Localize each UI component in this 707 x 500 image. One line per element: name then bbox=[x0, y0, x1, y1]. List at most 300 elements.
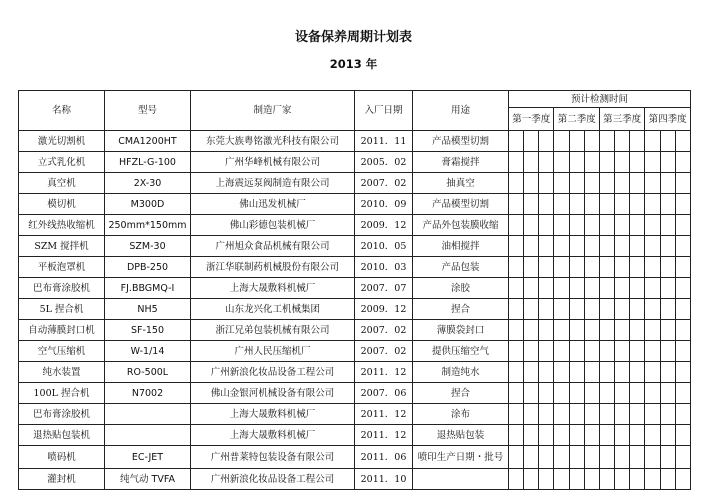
cell-maker: 上海大晟敷料机械厂 bbox=[191, 278, 355, 299]
schedule-cell bbox=[509, 131, 524, 152]
cell-model: M300D bbox=[105, 194, 191, 215]
schedule-cell bbox=[675, 362, 690, 383]
cell-maker: 广州新浪化妆品设备工程公司 bbox=[191, 362, 355, 383]
schedule-cell bbox=[660, 236, 675, 257]
schedule-cell bbox=[615, 446, 630, 469]
schedule-cell bbox=[584, 152, 599, 173]
schedule-cell bbox=[615, 194, 630, 215]
schedule-cell bbox=[524, 299, 539, 320]
cell-name: 纯水装置 bbox=[19, 362, 105, 383]
schedule-cell bbox=[554, 362, 569, 383]
schedule-cell bbox=[615, 362, 630, 383]
schedule-cell bbox=[539, 173, 554, 194]
schedule-cell bbox=[615, 278, 630, 299]
schedule-cell bbox=[554, 131, 569, 152]
col-header-model: 型号 bbox=[105, 91, 191, 131]
cell-date: 2007．02 bbox=[355, 320, 413, 341]
schedule-cell bbox=[524, 383, 539, 404]
schedule-cell bbox=[539, 131, 554, 152]
cell-maker: 上海大晟敷料机械厂 bbox=[191, 425, 355, 446]
cell-model: SZM-30 bbox=[105, 236, 191, 257]
schedule-cell bbox=[554, 299, 569, 320]
schedule-cell bbox=[675, 278, 690, 299]
schedule-cell bbox=[524, 131, 539, 152]
cell-name: 红外线热收缩机 bbox=[19, 215, 105, 236]
schedule-cell bbox=[630, 215, 645, 236]
cell-date: 2009．12 bbox=[355, 299, 413, 320]
cell-date: 2011．12 bbox=[355, 362, 413, 383]
schedule-cell bbox=[615, 383, 630, 404]
cell-date: 2010．05 bbox=[355, 236, 413, 257]
schedule-cell bbox=[509, 425, 524, 446]
schedule-cell bbox=[509, 257, 524, 278]
cell-usage: 涂胶 bbox=[413, 278, 509, 299]
cell-name: 巴布膏涂胶机 bbox=[19, 404, 105, 425]
table-row bbox=[19, 446, 691, 469]
schedule-cell bbox=[630, 257, 645, 278]
cell-model: SF-150 bbox=[105, 320, 191, 341]
schedule-cell bbox=[569, 320, 584, 341]
table-row bbox=[19, 425, 691, 446]
schedule-cell bbox=[660, 194, 675, 215]
table-row bbox=[19, 341, 691, 362]
schedule-cell bbox=[584, 236, 599, 257]
schedule-cell bbox=[569, 152, 584, 173]
schedule-cell bbox=[645, 320, 660, 341]
schedule-cell bbox=[539, 194, 554, 215]
cell-maker: 佛山迅发机械厂 bbox=[191, 194, 355, 215]
schedule-cell bbox=[630, 152, 645, 173]
schedule-cell bbox=[509, 236, 524, 257]
cell-model: 250mm*150mm bbox=[105, 215, 191, 236]
schedule-cell bbox=[509, 341, 524, 362]
schedule-cell bbox=[599, 383, 614, 404]
schedule-cell bbox=[675, 257, 690, 278]
schedule-cell bbox=[524, 278, 539, 299]
cell-usage: 制造纯水 bbox=[413, 362, 509, 383]
cell-usage: 捏合 bbox=[413, 383, 509, 404]
schedule-cell bbox=[615, 152, 630, 173]
schedule-cell bbox=[645, 152, 660, 173]
schedule-cell bbox=[524, 469, 539, 490]
cell-date: 2009．12 bbox=[355, 215, 413, 236]
col-header-name: 名称 bbox=[19, 91, 105, 131]
schedule-cell bbox=[509, 299, 524, 320]
schedule-cell bbox=[645, 278, 660, 299]
schedule-cell bbox=[569, 236, 584, 257]
schedule-cell bbox=[554, 236, 569, 257]
table-row bbox=[19, 362, 691, 383]
schedule-cell bbox=[675, 215, 690, 236]
col-header-maker: 制造厂家 bbox=[191, 91, 355, 131]
col-header-date: 入厂日期 bbox=[355, 91, 413, 131]
schedule-cell bbox=[645, 131, 660, 152]
table-row bbox=[19, 131, 691, 152]
header-row bbox=[19, 91, 691, 108]
cell-name: 模切机 bbox=[19, 194, 105, 215]
cell-name: 灌封机 bbox=[19, 469, 105, 490]
cell-usage: 捏合 bbox=[413, 299, 509, 320]
schedule-cell bbox=[524, 362, 539, 383]
cell-maker: 浙江兄弟包装机械有限公司 bbox=[191, 320, 355, 341]
cell-maker: 广州华峰机械有限公司 bbox=[191, 152, 355, 173]
schedule-cell bbox=[524, 404, 539, 425]
col-header-plan: 预计检测时间 bbox=[509, 91, 691, 108]
schedule-cell bbox=[660, 383, 675, 404]
schedule-cell bbox=[630, 446, 645, 469]
schedule-cell bbox=[660, 425, 675, 446]
schedule-cell bbox=[615, 299, 630, 320]
cell-maker: 广州普莱特包装设备有限公司 bbox=[191, 446, 355, 469]
schedule-cell bbox=[539, 404, 554, 425]
schedule-cell bbox=[554, 446, 569, 469]
schedule-cell bbox=[509, 215, 524, 236]
schedule-cell bbox=[660, 173, 675, 194]
cell-date: 2005．02 bbox=[355, 152, 413, 173]
cell-usage: 喷印生产日期・批号 bbox=[413, 446, 509, 469]
schedule-cell bbox=[584, 299, 599, 320]
cell-model: CMA1200HT bbox=[105, 131, 191, 152]
schedule-cell bbox=[645, 257, 660, 278]
schedule-cell bbox=[584, 173, 599, 194]
schedule-cell bbox=[509, 320, 524, 341]
cell-name: 立式乳化机 bbox=[19, 152, 105, 173]
schedule-cell bbox=[554, 469, 569, 490]
cell-model: W-1/14 bbox=[105, 341, 191, 362]
schedule-cell bbox=[660, 362, 675, 383]
schedule-cell bbox=[524, 173, 539, 194]
schedule-cell bbox=[645, 299, 660, 320]
schedule-cell bbox=[554, 257, 569, 278]
cell-maker: 浙江华联制药机械股份有限公司 bbox=[191, 257, 355, 278]
schedule-cell bbox=[615, 425, 630, 446]
cell-name: 平板泡罩机 bbox=[19, 257, 105, 278]
cell-model: N7002 bbox=[105, 383, 191, 404]
cell-date: 2007．02 bbox=[355, 341, 413, 362]
schedule-cell bbox=[630, 362, 645, 383]
schedule-cell bbox=[599, 362, 614, 383]
maintenance-plan-table bbox=[18, 90, 691, 490]
schedule-cell bbox=[539, 469, 554, 490]
table-row bbox=[19, 469, 691, 490]
schedule-cell bbox=[554, 215, 569, 236]
schedule-cell bbox=[630, 194, 645, 215]
cell-name: 退热贴包装机 bbox=[19, 425, 105, 446]
cell-maker: 广州旭众食品机械有限公司 bbox=[191, 236, 355, 257]
cell-name: 真空机 bbox=[19, 173, 105, 194]
cell-name: 激光切割机 bbox=[19, 131, 105, 152]
schedule-cell bbox=[675, 236, 690, 257]
schedule-cell bbox=[645, 425, 660, 446]
schedule-cell bbox=[675, 383, 690, 404]
cell-date: 2010．03 bbox=[355, 257, 413, 278]
schedule-cell bbox=[630, 383, 645, 404]
schedule-cell bbox=[584, 425, 599, 446]
schedule-cell bbox=[630, 299, 645, 320]
schedule-cell bbox=[584, 383, 599, 404]
schedule-cell bbox=[599, 469, 614, 490]
schedule-cell bbox=[599, 257, 614, 278]
quarter-header: 第二季度 bbox=[554, 108, 599, 131]
cell-date: 2011．06 bbox=[355, 446, 413, 469]
schedule-cell bbox=[675, 404, 690, 425]
schedule-cell bbox=[675, 320, 690, 341]
schedule-cell bbox=[569, 404, 584, 425]
schedule-cell bbox=[554, 173, 569, 194]
schedule-cell bbox=[509, 152, 524, 173]
schedule-cell bbox=[675, 446, 690, 469]
schedule-cell bbox=[509, 469, 524, 490]
quarter-header: 第一季度 bbox=[509, 108, 554, 131]
schedule-cell bbox=[539, 257, 554, 278]
schedule-cell bbox=[630, 173, 645, 194]
schedule-cell bbox=[599, 131, 614, 152]
schedule-cell bbox=[539, 362, 554, 383]
schedule-cell bbox=[675, 173, 690, 194]
table-row bbox=[19, 194, 691, 215]
schedule-cell bbox=[630, 320, 645, 341]
schedule-cell bbox=[509, 278, 524, 299]
schedule-cell bbox=[584, 320, 599, 341]
schedule-cell bbox=[615, 173, 630, 194]
schedule-cell bbox=[554, 404, 569, 425]
schedule-cell bbox=[675, 469, 690, 490]
cell-model: FJ.BBGMQ-I bbox=[105, 278, 191, 299]
schedule-cell bbox=[539, 341, 554, 362]
schedule-cell bbox=[615, 320, 630, 341]
cell-model: NH5 bbox=[105, 299, 191, 320]
schedule-cell bbox=[645, 236, 660, 257]
cell-date: 2007．06 bbox=[355, 383, 413, 404]
cell-usage: 薄膜袋封口 bbox=[413, 320, 509, 341]
schedule-cell bbox=[599, 404, 614, 425]
schedule-cell bbox=[645, 383, 660, 404]
schedule-cell bbox=[615, 341, 630, 362]
schedule-cell bbox=[509, 362, 524, 383]
schedule-cell bbox=[539, 215, 554, 236]
table-row bbox=[19, 320, 691, 341]
schedule-cell bbox=[524, 341, 539, 362]
schedule-cell bbox=[569, 278, 584, 299]
col-header-usage: 用途 bbox=[413, 91, 509, 131]
schedule-cell bbox=[615, 404, 630, 425]
schedule-cell bbox=[584, 446, 599, 469]
cell-usage bbox=[413, 469, 509, 490]
schedule-cell bbox=[539, 236, 554, 257]
schedule-cell bbox=[584, 194, 599, 215]
cell-date: 2011．12 bbox=[355, 404, 413, 425]
cell-date: 2011．12 bbox=[355, 425, 413, 446]
schedule-cell bbox=[554, 152, 569, 173]
cell-usage: 退热贴包装 bbox=[413, 425, 509, 446]
schedule-cell bbox=[584, 131, 599, 152]
page-title: 设备保养周期计划表 bbox=[294, 30, 412, 45]
table-row bbox=[19, 152, 691, 173]
schedule-cell bbox=[554, 383, 569, 404]
table-row bbox=[19, 404, 691, 425]
schedule-cell bbox=[539, 152, 554, 173]
schedule-cell bbox=[675, 152, 690, 173]
schedule-cell bbox=[599, 236, 614, 257]
cell-maker: 山东龙兴化工机械集团 bbox=[191, 299, 355, 320]
schedule-cell bbox=[509, 446, 524, 469]
schedule-cell bbox=[675, 299, 690, 320]
schedule-cell bbox=[569, 341, 584, 362]
schedule-cell bbox=[645, 194, 660, 215]
cell-name: 5L 捏合机 bbox=[19, 299, 105, 320]
table-row bbox=[19, 299, 691, 320]
cell-maker: 上海大晟敷料机械厂 bbox=[191, 404, 355, 425]
page-subtitle: 2013 年 bbox=[329, 57, 378, 71]
schedule-cell bbox=[554, 194, 569, 215]
schedule-cell bbox=[660, 257, 675, 278]
cell-usage: 产品外包装膜收缩 bbox=[413, 215, 509, 236]
cell-date: 2007．02 bbox=[355, 173, 413, 194]
schedule-cell bbox=[539, 320, 554, 341]
schedule-cell bbox=[509, 404, 524, 425]
schedule-cell bbox=[524, 446, 539, 469]
schedule-cell bbox=[569, 173, 584, 194]
schedule-cell bbox=[630, 131, 645, 152]
table-row bbox=[19, 257, 691, 278]
schedule-cell bbox=[524, 425, 539, 446]
schedule-cell bbox=[569, 131, 584, 152]
schedule-cell bbox=[615, 469, 630, 490]
schedule-cell bbox=[584, 257, 599, 278]
schedule-cell bbox=[569, 362, 584, 383]
schedule-cell bbox=[539, 278, 554, 299]
cell-date: 2007．07 bbox=[355, 278, 413, 299]
cell-name: 自动薄膜封口机 bbox=[19, 320, 105, 341]
schedule-cell bbox=[509, 194, 524, 215]
schedule-cell bbox=[645, 446, 660, 469]
schedule-cell bbox=[509, 173, 524, 194]
schedule-cell bbox=[569, 215, 584, 236]
cell-model: EC-JET bbox=[105, 446, 191, 469]
schedule-cell bbox=[630, 404, 645, 425]
cell-name: 100L 捏合机 bbox=[19, 383, 105, 404]
schedule-cell bbox=[615, 131, 630, 152]
schedule-cell bbox=[584, 362, 599, 383]
cell-model bbox=[105, 425, 191, 446]
cell-usage: 产品模型切割 bbox=[413, 194, 509, 215]
cell-maker: 广州新浪化妆品设备工程公司 bbox=[191, 469, 355, 490]
schedule-cell bbox=[554, 341, 569, 362]
schedule-cell bbox=[660, 131, 675, 152]
schedule-cell bbox=[599, 215, 614, 236]
cell-usage: 产品包装 bbox=[413, 257, 509, 278]
cell-model: DPB-250 bbox=[105, 257, 191, 278]
cell-name: 喷码机 bbox=[19, 446, 105, 469]
cell-usage: 膏霜搅拌 bbox=[413, 152, 509, 173]
cell-model: HFZL-G-100 bbox=[105, 152, 191, 173]
schedule-cell bbox=[675, 425, 690, 446]
schedule-cell bbox=[524, 215, 539, 236]
schedule-cell bbox=[524, 152, 539, 173]
cell-model bbox=[105, 404, 191, 425]
schedule-cell bbox=[599, 173, 614, 194]
schedule-cell bbox=[554, 320, 569, 341]
schedule-cell bbox=[569, 257, 584, 278]
schedule-cell bbox=[660, 404, 675, 425]
cell-name: 巴布膏涂胶机 bbox=[19, 278, 105, 299]
cell-usage: 油相搅拌 bbox=[413, 236, 509, 257]
schedule-cell bbox=[584, 215, 599, 236]
cell-maker: 东莞大族粤铭激光科技有限公司 bbox=[191, 131, 355, 152]
schedule-cell bbox=[569, 446, 584, 469]
schedule-cell bbox=[569, 194, 584, 215]
schedule-cell bbox=[599, 341, 614, 362]
schedule-cell bbox=[645, 362, 660, 383]
schedule-cell bbox=[660, 278, 675, 299]
schedule-cell bbox=[584, 469, 599, 490]
schedule-cell bbox=[599, 152, 614, 173]
schedule-cell bbox=[599, 425, 614, 446]
schedule-cell bbox=[660, 341, 675, 362]
schedule-cell bbox=[569, 425, 584, 446]
schedule-cell bbox=[539, 425, 554, 446]
schedule-cell bbox=[599, 278, 614, 299]
schedule-cell bbox=[630, 236, 645, 257]
cell-maker: 佛山彩德包装机械厂 bbox=[191, 215, 355, 236]
cell-date: 2011．10 bbox=[355, 469, 413, 490]
table-row bbox=[19, 236, 691, 257]
schedule-cell bbox=[599, 446, 614, 469]
schedule-cell bbox=[524, 194, 539, 215]
cell-model: 纯气动 TVFA bbox=[105, 469, 191, 490]
schedule-cell bbox=[630, 425, 645, 446]
schedule-cell bbox=[645, 341, 660, 362]
cell-usage: 抽真空 bbox=[413, 173, 509, 194]
schedule-cell bbox=[645, 215, 660, 236]
table-row bbox=[19, 278, 691, 299]
table-row bbox=[19, 383, 691, 404]
schedule-cell bbox=[630, 341, 645, 362]
schedule-cell bbox=[539, 446, 554, 469]
schedule-cell bbox=[584, 341, 599, 362]
schedule-cell bbox=[645, 469, 660, 490]
schedule-cell bbox=[524, 236, 539, 257]
schedule-cell bbox=[675, 131, 690, 152]
schedule-cell bbox=[539, 299, 554, 320]
cell-maker: 广州人民压缩机厂 bbox=[191, 341, 355, 362]
cell-date: 2010．09 bbox=[355, 194, 413, 215]
schedule-cell bbox=[584, 404, 599, 425]
schedule-cell bbox=[630, 469, 645, 490]
schedule-cell bbox=[660, 299, 675, 320]
quarter-header: 第四季度 bbox=[645, 108, 691, 131]
cell-usage: 涂布 bbox=[413, 404, 509, 425]
schedule-cell bbox=[645, 173, 660, 194]
schedule-cell bbox=[584, 278, 599, 299]
schedule-cell bbox=[524, 320, 539, 341]
table-row bbox=[19, 215, 691, 236]
schedule-cell bbox=[615, 215, 630, 236]
table-row bbox=[19, 173, 691, 194]
schedule-cell bbox=[660, 152, 675, 173]
schedule-cell bbox=[524, 257, 539, 278]
schedule-cell bbox=[660, 215, 675, 236]
schedule-cell bbox=[509, 383, 524, 404]
cell-model: 2X-30 bbox=[105, 173, 191, 194]
cell-name: SZM 搅拌机 bbox=[19, 236, 105, 257]
schedule-cell bbox=[615, 236, 630, 257]
schedule-cell bbox=[675, 194, 690, 215]
schedule-cell bbox=[569, 299, 584, 320]
schedule-cell bbox=[599, 320, 614, 341]
cell-name: 空气压缩机 bbox=[19, 341, 105, 362]
cell-maker: 佛山金银河机械设备有限公司 bbox=[191, 383, 355, 404]
